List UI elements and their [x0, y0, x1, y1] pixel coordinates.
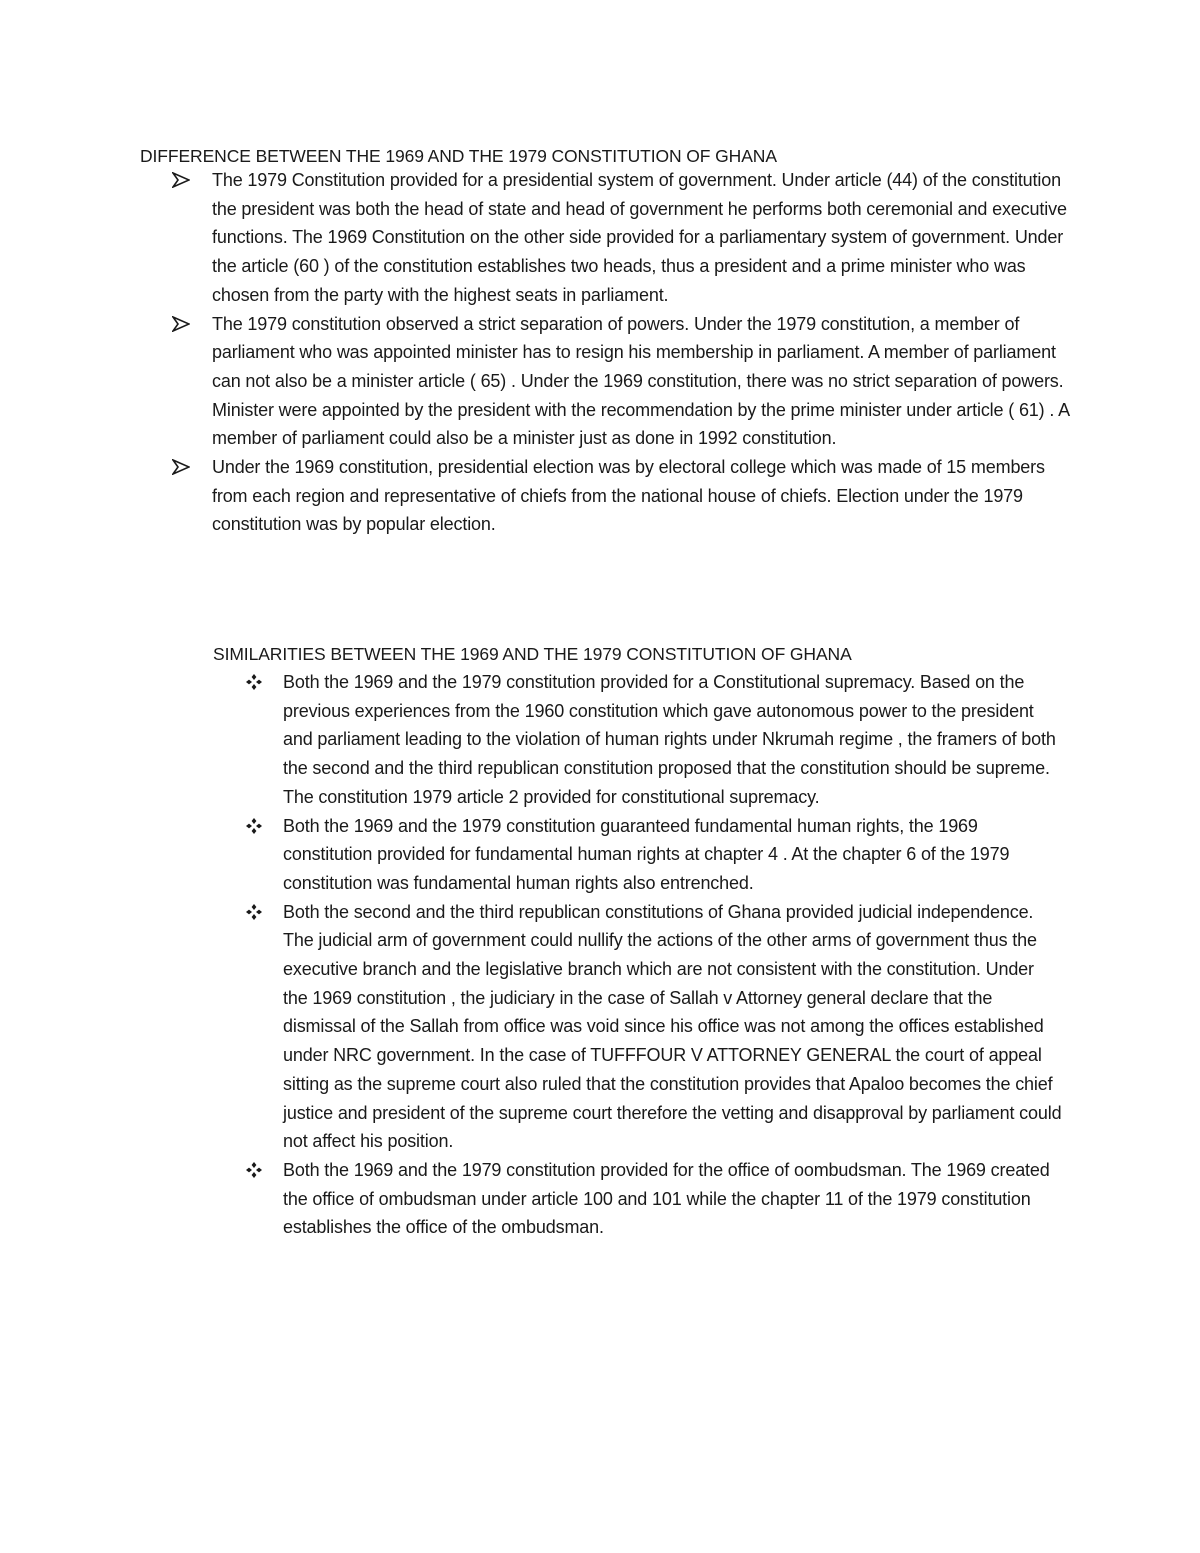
similarities-list	[283, 668, 1063, 1242]
four-diamond-bullet-icon	[245, 898, 263, 927]
difference-item-text: The 1979 constitution observed a strict separation of powers. Under the 1979 constitution, a member of parliament who was appointed minister has to resign his membership in parliament. A member of parliament can not also be a minister article ( 65) . Under the 1969 constitution, there was no strict separation of powers. Minister were appointed by the president with the recommendation by the prime minister under article ( 61) . A member of parliament could also be a minister just as done in 1992 constitution.	[212, 313, 1069, 449]
similarity-item-3	[283, 898, 1063, 1156]
similarity-item-text: Both the 1969 and the 1979 constitution guaranteed fundamental human rights, the 1969 constitution provided for fundamental human rights at chapter 4 . At the chapter 6 of the 1979 constitution was fundamental human rights also entrenched.	[283, 815, 1010, 893]
arrowhead-bullet-icon	[172, 166, 190, 195]
similarity-item-text: Both the 1969 and the 1979 constitution provided for the office of oombudsman. The 1969 created the office of ombudsman under article 100 and 101 while the chapter 11 of the 1979 constitution establishes the office of the ombudsman.	[283, 1159, 1050, 1238]
similarity-item-text: Both the second and the third republican constitutions of Ghana provided judicial independence. The judicial arm of government could nullify the actions of the other arms of government thus the executive branch and the legislative branch which are not consistent with the constitution. Under the 1969 constitution , the judiciary in the case of Sallah v Attorney general declare that the dismissal of the Sallah from office was void since his office was not among the offices established under NRC government. In the case of TUFFFOUR V ATTORNEY GENERAL the court of appeal sitting as the supreme court also ruled that the constitution provides that Apaloo becomes the chief justice and president of the supreme court therefore the vetting and disapproval by parliament could not affect his position.	[283, 901, 1062, 1152]
similarity-item-2	[283, 812, 1063, 898]
difference-item-2	[212, 310, 1072, 454]
four-diamond-bullet-icon	[245, 1156, 263, 1185]
difference-item-1	[212, 166, 1072, 310]
difference-list	[212, 166, 1072, 539]
similarity-item-4	[283, 1156, 1063, 1242]
difference-item-text: Under the 1969 constitution, presidential election was by electoral college which was made of 15 members from each region and representative of chiefs from the national house of chiefs. Election under the 1979 constitution was by popular election.	[212, 457, 1045, 535]
arrowhead-bullet-icon	[172, 453, 190, 482]
arrowhead-bullet-icon	[172, 310, 190, 339]
four-diamond-bullet-icon	[245, 668, 263, 697]
similarity-item-1	[283, 668, 1063, 812]
similarities-heading: SIMILARITIES BETWEEN THE 1969 AND THE 1979 CONSTITUTION OF GHANA	[213, 644, 852, 664]
difference-item-3	[212, 453, 1072, 539]
similarity-item-text: Both the 1969 and the 1979 constitution provided for a Constitutional supremacy. Based on the previous experiences from the 1960 constitution which gave autonomous power to the president and parliament leading to the violation of human rights under Nkrumah regime , the framers of both the second and the third republican constitution proposed that the constitution should be supreme. The constitution 1979 article 2 provided for constitutional supremacy.	[283, 672, 1056, 807]
difference-item-text: The 1979 Constitution provided for a presidential system of government. Under article (44) of the constitution the president was both the head of state and head of government he performs both ceremonial and executive functions. The 1969 Constitution on the other side provided for a parliamentary system of government. Under the article (60 ) of the constitution establishes two heads, thus a president and a prime minister who was chosen from the party with the highest seats in parliament.	[212, 170, 1067, 305]
four-diamond-bullet-icon	[245, 812, 263, 841]
difference-heading: DIFFERENCE BETWEEN THE 1969 AND THE 1979 CONSTITUTION OF GHANA	[140, 146, 777, 166]
